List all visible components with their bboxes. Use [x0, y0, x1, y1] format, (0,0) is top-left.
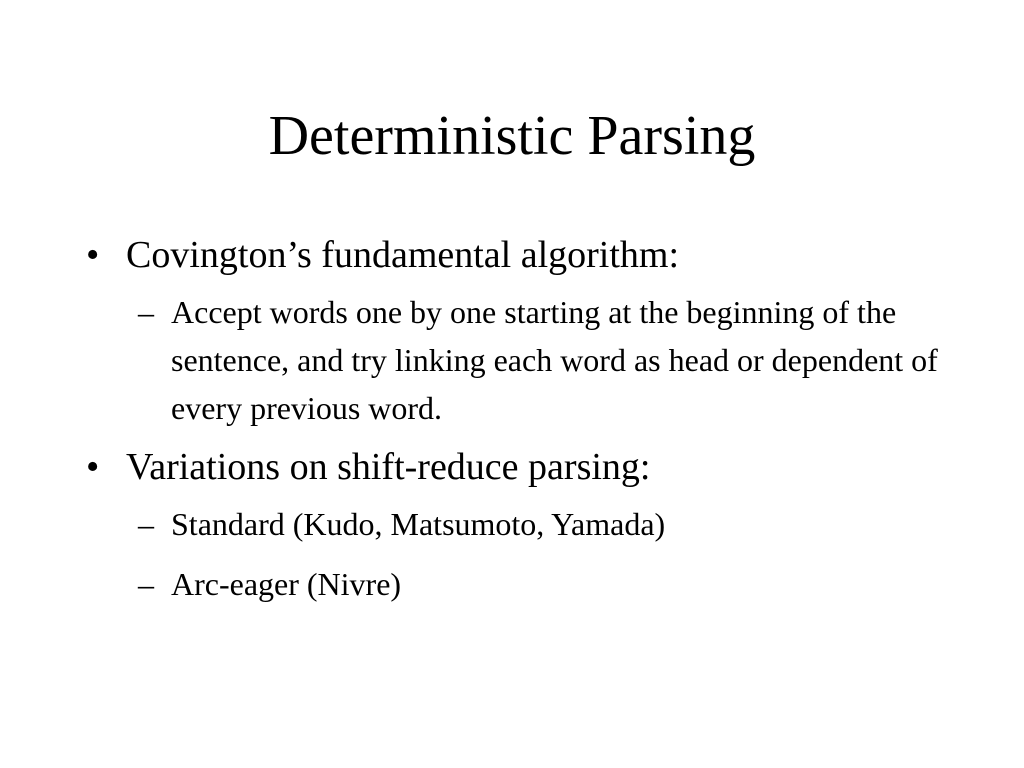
bullet-item [86, 442, 946, 492]
sub-bullet-text: Arc-eager (Nivre) [171, 566, 402, 602]
bullet-text: Variations on shift-reduce parsing: [126, 446, 651, 488]
bullet-item [86, 230, 946, 280]
slide-title: Deterministic Parsing [268, 105, 756, 167]
dash-marker: – [138, 294, 154, 330]
bullet-text: Covington’s fundamental algorithm: [126, 234, 680, 276]
dash-marker: – [138, 506, 154, 542]
sub-bullet-text: Standard (Kudo, Matsumoto, Yamada) [171, 506, 666, 542]
sub-bullet-text: Accept words one by one starting at the beginning of the sentence, and try linking each word as head or dependent of every previous word. [171, 294, 938, 426]
bullet-marker: • [86, 446, 100, 488]
sub-bullet-item [86, 560, 946, 608]
sub-bullet-item [86, 288, 946, 432]
slide-body [86, 230, 946, 608]
bullet-marker: • [86, 234, 100, 276]
sub-bullet-item [86, 500, 946, 548]
dash-marker: – [138, 566, 154, 602]
